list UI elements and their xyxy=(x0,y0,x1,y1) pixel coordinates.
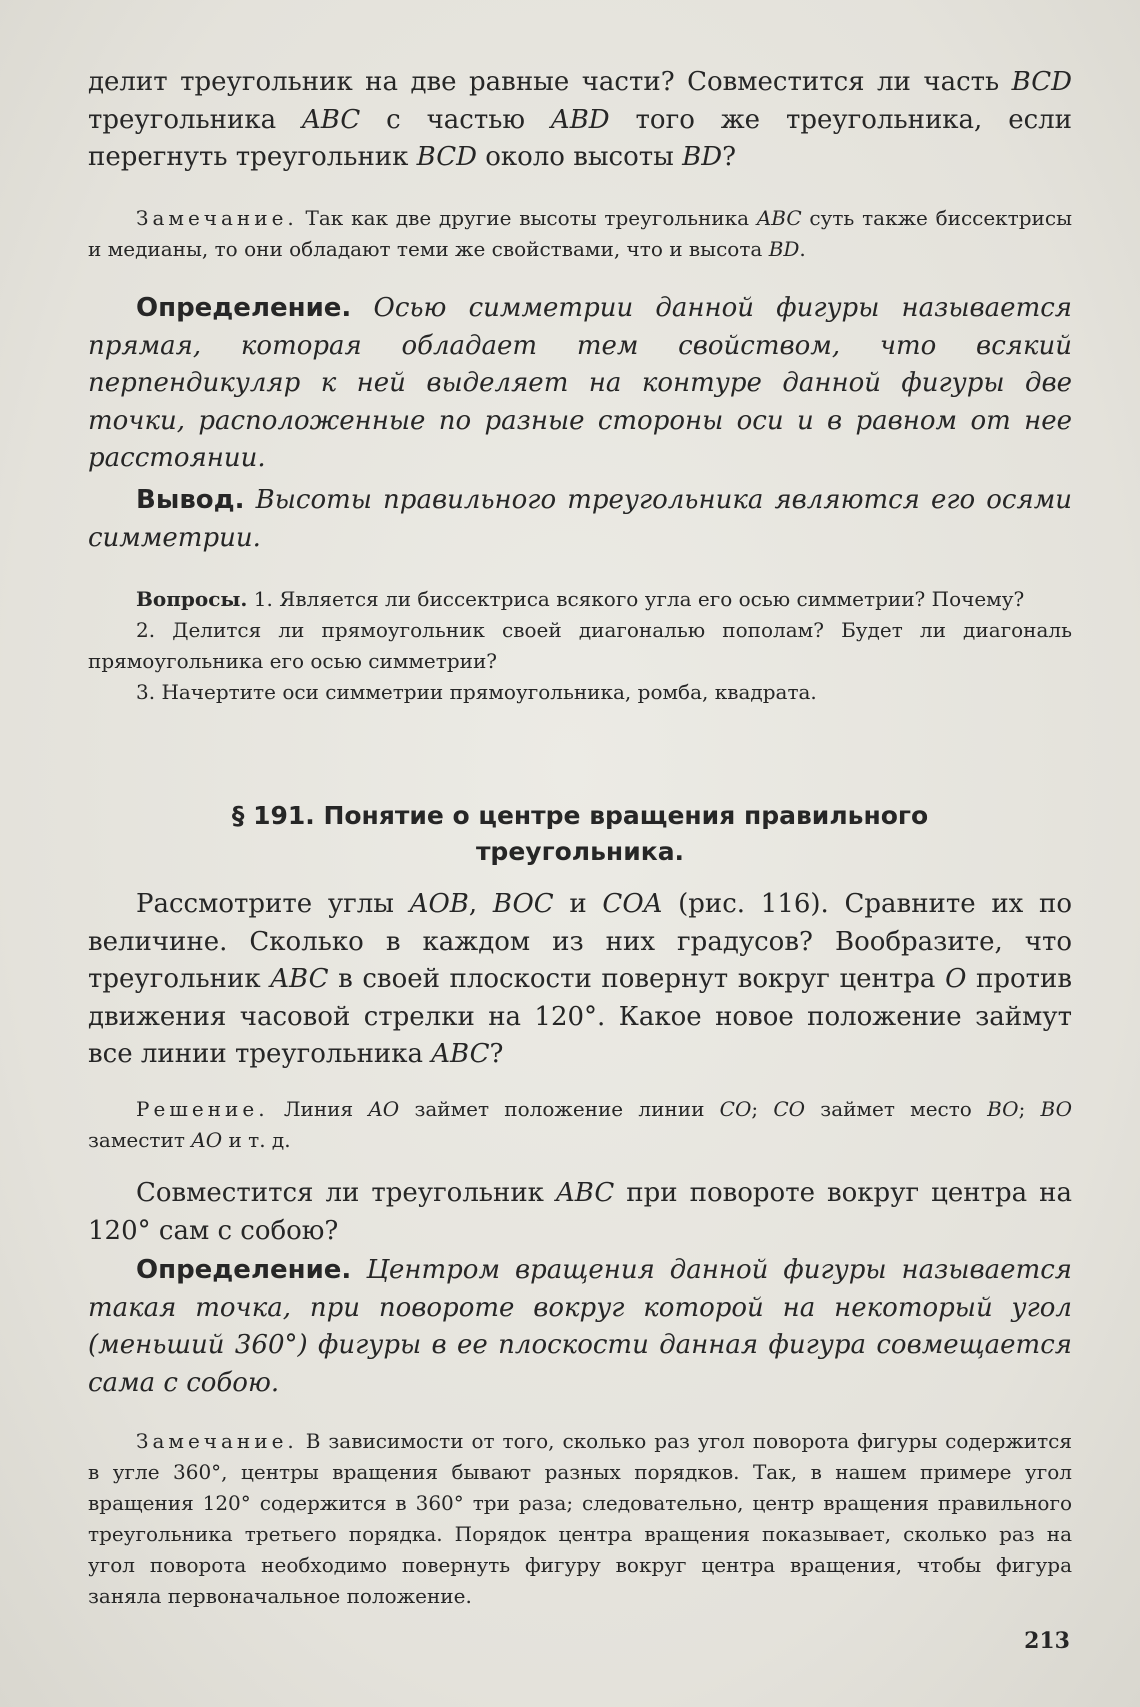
text: ; xyxy=(1018,1097,1041,1121)
paragraph-rotation xyxy=(88,886,1072,1074)
text: Линия xyxy=(268,1097,369,1121)
text: займет место xyxy=(805,1097,988,1121)
remark-label: Замечание. xyxy=(136,1429,298,1453)
remark-2 xyxy=(88,1426,1072,1612)
math: ABC xyxy=(756,206,802,230)
definition-text: Центром вращения данной фигуры называется такая точка, при повороте вокруг которой на некоторый угол (меньший 360°) фигуры в ее плоскости данная фигура совмещается сама с собою. xyxy=(88,1255,1072,1398)
text: и xyxy=(553,889,603,919)
questions xyxy=(88,584,1072,708)
math: ABC xyxy=(301,104,361,135)
solution-label: Решение. xyxy=(136,1097,269,1121)
math: BCD xyxy=(416,142,477,172)
remark-1 xyxy=(88,203,1072,265)
intro-paragraph xyxy=(88,64,1072,177)
question-2: 2. Делится ли прямоугольник своей диагональю пополам? Будет ли диагональ прямоугольника его осью симметрии? xyxy=(88,618,1072,673)
math: ABC xyxy=(431,1039,490,1069)
text: ? xyxy=(722,142,737,172)
text: ? xyxy=(489,1039,504,1069)
text: треугольника xyxy=(88,104,302,135)
math: O xyxy=(945,964,967,994)
text: . xyxy=(799,237,806,261)
text: около высоты xyxy=(476,142,683,172)
page-number: 213 xyxy=(1024,1628,1070,1654)
math: CO xyxy=(773,1097,806,1121)
math: ABC xyxy=(270,964,329,994)
questions-label: Вопросы. xyxy=(136,587,248,611)
math: AO xyxy=(368,1097,400,1121)
text: заместит xyxy=(88,1128,192,1152)
definition-axis-of-symmetry xyxy=(88,290,1072,478)
remark-label: Замечание. xyxy=(136,206,298,230)
text: (рис. 116). Сравните их по величине. Сколько в каждом из них градусов? Вообразите, что треугольник xyxy=(88,889,1073,994)
section-title-line-1: § 191. Понятие о центре вращения правильного xyxy=(231,801,929,830)
conclusion xyxy=(88,482,1072,557)
text: ; xyxy=(751,1097,774,1121)
text: против движения часовой стрелки на 120°. Какое новое положение займут все линии треугольника xyxy=(88,964,1072,1069)
text: Рассмотрите углы xyxy=(136,889,410,919)
definition-label: Определение. xyxy=(136,1255,352,1285)
solution xyxy=(88,1094,1072,1156)
remark-text: В зависимости от того, сколько раз угол поворота фигуры содержится в угле 360°, центры вращения бывают разных порядков. Так, в нашем примере угол вращения 120° содержится в 360° три раза; следовательно, центр вращения правильного треугольника третьего порядка. Порядок центра вращения показывает, сколько раз на угол поворота необходимо повернуть фигуру вокруг центра вращения, чтобы фигура заняла первоначальное положение. xyxy=(88,1429,1072,1608)
math: ABD xyxy=(550,104,610,135)
text: с частью xyxy=(360,104,551,135)
text: того же треугольника, если перегнуть треугольник xyxy=(88,104,1072,172)
text: делит треугольник на две равные части? Совместится ли часть xyxy=(88,67,1012,97)
math: BO xyxy=(987,1097,1019,1121)
math: BD xyxy=(768,237,800,261)
section-title-line-2: треугольника. xyxy=(475,837,685,866)
text: Так как две другие высоты треугольника xyxy=(297,206,757,230)
math: COA xyxy=(602,889,663,919)
math: BD xyxy=(682,142,723,172)
text: займет положение линии xyxy=(399,1097,720,1121)
definition-label: Определение. xyxy=(136,293,352,323)
math: CO xyxy=(719,1097,752,1121)
text: , xyxy=(468,889,493,919)
conclusion-label: Вывод. xyxy=(136,485,245,515)
text: в своей плоскости повернут вокруг центра xyxy=(328,964,946,994)
question-1: 1. Является ли биссектриса всякого угла его осью симметрии? Почему? xyxy=(247,587,1025,611)
text: Совместится ли треугольник xyxy=(136,1178,556,1208)
text: суть также биссектрисы и медианы, то они обладают теми же свойствами, что и высота xyxy=(88,206,1072,261)
math: AOB xyxy=(409,889,469,919)
math: AO xyxy=(191,1128,223,1152)
section-heading xyxy=(88,798,1072,870)
paragraph-coincide xyxy=(88,1175,1072,1250)
definition-text: Осью симметрии данной фигуры называется прямая, которая обладает тем свойством, что всякий перпендикуляр к ней выделяет на контуре данной фигуры две точки, расположенные по разные стороны оси и в равном от нее расстоянии. xyxy=(88,293,1072,473)
text: при повороте вокруг центра на 120° сам с собою? xyxy=(88,1178,1072,1246)
math: BO xyxy=(1040,1097,1073,1121)
math: ABC xyxy=(555,1178,615,1208)
definition-center-of-rotation xyxy=(88,1252,1072,1402)
conclusion-text: Высоты правильного треугольника являются его осями симметрии. xyxy=(88,485,1072,553)
text: и т. д. xyxy=(222,1128,291,1152)
math: BOC xyxy=(492,889,554,919)
math: BCD xyxy=(1011,67,1072,97)
question-3: 3. Начертите оси симметрии прямоугольника, ромба, квадрата. xyxy=(136,680,817,704)
